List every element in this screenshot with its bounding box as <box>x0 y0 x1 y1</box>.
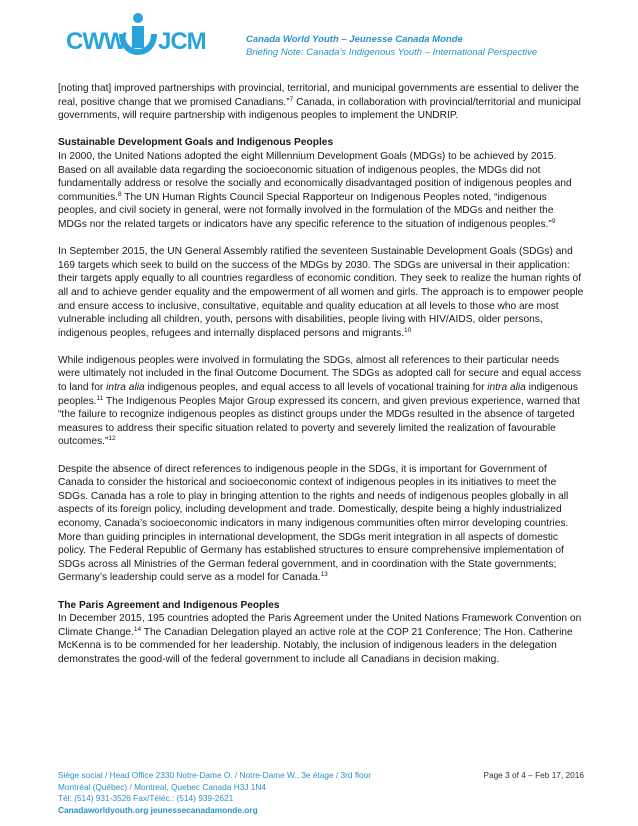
paragraph-paris <box>58 612 584 666</box>
footnote-ref-14[interactable]: 14 <box>133 625 142 633</box>
paragraph-mdgs <box>58 150 584 232</box>
p1-text: [noting that] improved partnerships with provincial, territorial, and municipal governments are essential to deliver the real, positive change that we promised Canadians.” <box>58 83 579 108</box>
p5-text: Despite the absence of direct references to indigenous people in the SDGs, it is important for Government of Canada to consider the historical and socioeconomic context of indigenous peoples in its initiatives to meet the SDGs. Canada has a role to play in bringing attention to the rights and needs of indigenous peoples globally in all aspects of its foreign policy, including development and trade. Domestically, despite being a highly industrialized economy, Canada’s socioeconomic indicators in many indigenous communities often mirror developing countries. More than guiding principles in international development, the SDGs merit integration in all aspects of domestic policy. The Federal Republic of Germany has established structures to ensure comprehensive implementation of SDGs across all Ministries of the German federal government, and in coordination with the State governments; Germany’s leadership could serve as a model for Canada. <box>58 463 569 584</box>
p1-text-cont: Canada, in collaboration with provincial/territorial and municipal governments, will require partnership with indigenous peoples to implement the UNDRIP. <box>58 96 581 122</box>
header-org-en: Canada World Youth <box>246 34 339 45</box>
p4-italic-2: intra alia <box>487 382 526 394</box>
header-org-fr: Jeunesse Canada Monde <box>349 34 463 45</box>
logo-text-cww: CWW <box>66 28 126 55</box>
p4-italic-1: intra alia <box>106 382 145 394</box>
heading-paris: The Paris Agreement and Indigenous Peoples <box>58 599 280 611</box>
footnote-ref-9[interactable]: 9 <box>551 217 556 225</box>
footnote-ref-13[interactable]: 13 <box>320 571 328 579</box>
p3-text: In September 2015, the UN General Assembly ratified the seventeen Sustainable Development Goals (SDGs) and 169 targets which seek to build on the success of the MDGs by 2030. The SDGs are universal in their application: their targets apply equally to all countries regardless of economic condition. They seek to realize the human rights of all and to achieve gender equality and the empowerment of all women and girls. The approach is to empower people and ensure access to inclusive, consultative, equitable and quality education at all levels to those who are most vulnerable including all children, youth, persons with disabilities, people living with HIV/AIDS, older persons, indigenous peoples, refugees and internally displaced persons and migrants. <box>58 246 584 339</box>
footnote-ref-11[interactable]: 11 <box>96 394 104 402</box>
footer-phone-line: Tél: (514) 931-3526 Fax/Téléc.: (514) 939-2621 <box>58 793 234 804</box>
p4-text-a: While indigenous peoples were involved in formulating the SDGs, almost all references to their particular needs were ultimately not included in the final Outcome Document. The SDGs as adopted call for secure and equal access to land for <box>58 354 582 394</box>
p4-text-b: indigenous peoples, and equal access to all levels of vocational training for <box>144 382 488 394</box>
paragraph-canada-role <box>58 463 584 585</box>
p2-text: In 2000, the United Nations adopted the eight Millennium Development Goals (MDGs) to be achieved by 2015. Based on all available data regarding the socioeconomic situation of indigenous peoples, the MDGs did not fundamentally address or resolve the socially and economically disadvantaged position of indigenous peoples and communities. <box>58 150 572 203</box>
footer-link-fr[interactable]: jeunessecanadamonde.org <box>150 804 258 815</box>
logo-text-jcm: JCM <box>158 28 206 55</box>
paragraph-sdgs-involvement <box>58 354 584 449</box>
footnote-ref-8[interactable]: 8 <box>118 190 122 198</box>
paragraph-sdgs-ratified <box>58 245 584 340</box>
p4-text-d: The Indigenous Peoples Major Group expressed its concern, and given previous experience, warned that “the failure to recognize indigenous peoples as distinct groups under the MDGs resulted in the absence of targeted measures to address their specific situation related to poverty and severely limited the realization of favourable outcomes.” <box>58 395 580 448</box>
p6-text: In December 2015, 195 countries adopted the Paris Agreement under the United Nations Framework Convention on Climate Change. <box>58 613 582 638</box>
footer-address-line-2: Montréal (Québec) / Montreal, Quebec Canada H3J 1N4 <box>58 781 266 792</box>
footnote-ref-7[interactable]: 7 <box>289 95 294 103</box>
header-org-separator: – <box>338 34 350 45</box>
document-header <box>246 33 537 59</box>
document-body <box>58 82 584 680</box>
header-subtitle: Briefing Note: Canada’s Indigenous Youth – International Perspective <box>246 47 538 58</box>
header-org-line <box>246 33 537 46</box>
organization-logo <box>66 12 236 68</box>
paragraph-undrip <box>58 82 584 123</box>
p2-text-cont: The UN Human Rights Council Special Rapporteur on Indigenous Peoples noted, “indigenous peoples, and civil society in general, were not formally involved in the formulation of the MDGs and neither the MDGs nor the related targets or indicators have any specific reference to the situation of indigenous peoples.” <box>58 191 554 230</box>
footnote-ref-10[interactable]: 10 <box>404 326 412 334</box>
logo-emblem-icon <box>118 12 158 68</box>
footer-address-line-1: Siège social / Head Office 2330 Notre-Dame O. / Notre-Dame W., 3e étage / 3rd floor <box>58 770 371 780</box>
heading-sdg: Sustainable Development Goals and Indigenous Peoples <box>58 137 334 149</box>
document-footer <box>58 770 584 816</box>
page-number: Page 3 of 4 – Feb 17, 2016 <box>483 770 584 780</box>
footnote-ref-12[interactable]: 12 <box>108 435 116 443</box>
footer-links <box>58 805 584 817</box>
footer-link-en[interactable]: Canadaworldyouth.org <box>58 804 149 815</box>
p6-text-cont: The Canadian Delegation played an active role at the COP 21 Conference; The Hon. Catherine McKenna is to be commended for her leadership. Notably, the inclusion of indigenous leaders in the delegation demonstrates the good-will of the federal government to include all Canadians in decision making. <box>58 626 573 665</box>
p4-text-c: indigenous peoples. <box>58 382 578 407</box>
